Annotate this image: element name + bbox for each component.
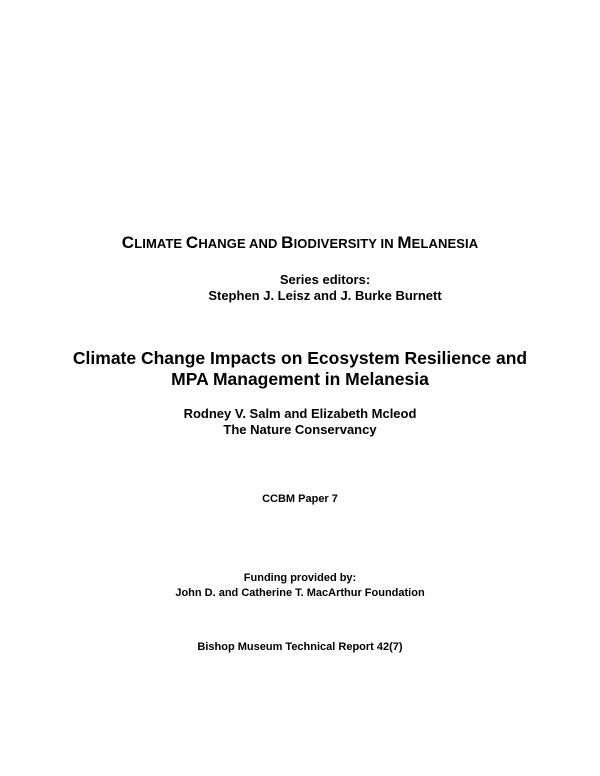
series-title-word-1: CLIMATE: [121, 233, 186, 252]
series-title: [0, 233, 600, 253]
technical-report-number: Bishop Museum Technical Report 42(7): [197, 641, 403, 653]
funding-organization: John D. and Catherine T. MacArthur Foundation: [175, 587, 425, 599]
series-editors-names: Stephen J. Leisz and J. Burke Burnett: [208, 288, 442, 303]
paper-title-line-2: MPA Management in Melanesia: [171, 369, 429, 389]
series-title-word-3: BIODIVERSITY IN: [281, 233, 398, 252]
series-title-word-4: MELANESIA: [397, 233, 479, 252]
series-title-word-2: CHANGE AND: [185, 233, 282, 252]
paper-number: CCBM Paper 7: [262, 493, 338, 505]
paper-authors: Rodney V. Salm and Elizabeth Mcleod: [183, 406, 417, 421]
series-editors-label: Series editors:: [279, 272, 371, 287]
paper-title-line-1: Climate Change Impacts on Ecosystem Resilience and: [72, 348, 528, 368]
paper-authors-block: [0, 406, 600, 438]
funding-label: Funding provided by:: [243, 572, 357, 584]
paper-title: [0, 348, 600, 390]
paper-organization: The Nature Conservancy: [223, 422, 377, 437]
